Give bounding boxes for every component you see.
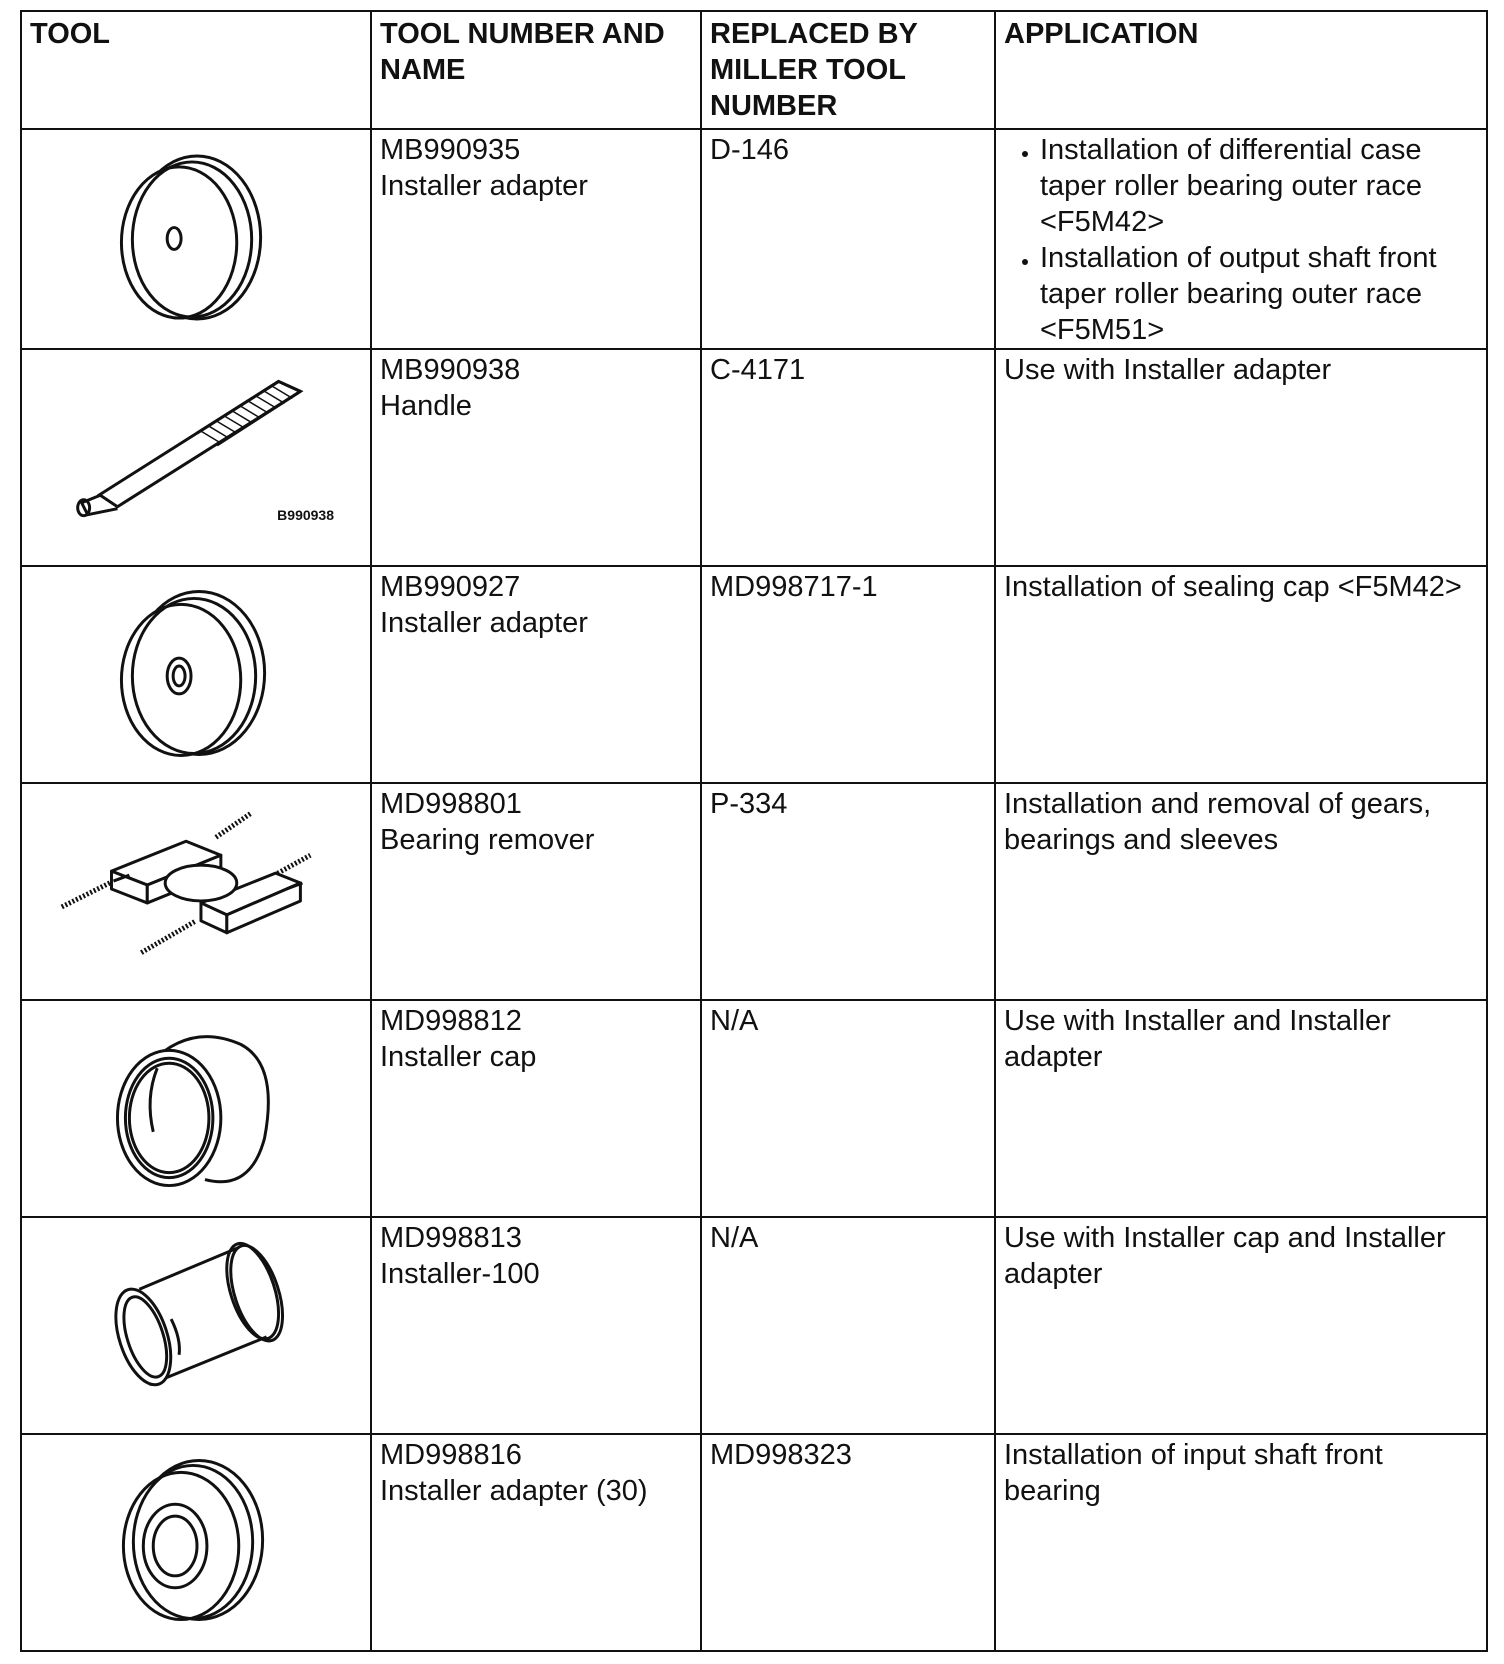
application-item: • Installation of output shaft front taper roller bearing outer race <F5M51>: [1040, 240, 1478, 348]
table-row: [21, 349, 1487, 566]
tool-number-name-cell: [371, 1434, 701, 1651]
tool-name: Bearing remover: [380, 824, 595, 856]
header-number-name: TOOL NUMBER AND NAME: [371, 11, 701, 129]
table-row: [21, 566, 1487, 783]
tool-name: Installer adapter: [380, 170, 588, 202]
disc-adapter-icon: [22, 567, 370, 782]
tool-image-cell: [21, 783, 371, 1000]
ring-adapter-icon: [22, 1435, 370, 1650]
header-application: APPLICATION: [995, 11, 1487, 129]
miller-number-cell: N/A: [701, 1217, 995, 1434]
tool-image-label: B990938: [277, 507, 334, 523]
application-cell: Installation of input shaft front bearing: [995, 1434, 1487, 1651]
tool-number-name-cell: [371, 1217, 701, 1434]
miller-number-cell: D-146: [701, 129, 995, 349]
application-cell: [995, 129, 1487, 349]
miller-number-cell: C-4171: [701, 349, 995, 566]
table-row: [21, 129, 1487, 349]
header-miller: REPLACED BY MILLER TOOL NUMBER: [701, 11, 995, 129]
installer-sleeve-icon: [22, 1218, 370, 1433]
tool-name: Installer adapter (30): [380, 1475, 648, 1507]
tool-number-name-cell: [371, 129, 701, 349]
tool-number: MD998816: [380, 1439, 522, 1471]
tool-number: MB990927: [380, 571, 521, 603]
tool-number: MD998801: [380, 788, 522, 820]
table-row: [21, 1434, 1487, 1651]
tool-image-cell: [21, 1217, 371, 1434]
header-tool: TOOL: [21, 11, 371, 129]
tool-name: Installer cap: [380, 1041, 537, 1073]
application-cell: Use with Installer and Installer adapter: [995, 1000, 1487, 1217]
special-tools-table: [20, 10, 1488, 1652]
application-list: [1004, 132, 1478, 348]
tool-number: MD998812: [380, 1005, 522, 1037]
table-row: [21, 1000, 1487, 1217]
tool-name: Handle: [380, 390, 472, 422]
tool-image-cell: [21, 129, 371, 349]
table-row: [21, 783, 1487, 1000]
tool-image-cell: [21, 1434, 371, 1651]
application-cell: Installation of sealing cap <F5M42>: [995, 566, 1487, 783]
tool-number: MD998813: [380, 1222, 522, 1254]
tool-image-cell: [21, 1000, 371, 1217]
page: [20, 10, 1486, 1652]
bearing-remover-icon: [22, 784, 370, 999]
installer-cap-icon: [22, 1001, 370, 1216]
disc-adapter-icon: [22, 130, 370, 348]
tool-number-name-cell: [371, 349, 701, 566]
tool-number-name-cell: [371, 1000, 701, 1217]
header-row: [21, 11, 1487, 129]
miller-number-cell: N/A: [701, 1000, 995, 1217]
tool-image-cell: [21, 349, 371, 566]
application-cell: Use with Installer adapter: [995, 349, 1487, 566]
tool-number-name-cell: [371, 566, 701, 783]
miller-number-cell: P-334: [701, 783, 995, 1000]
tool-number: MB990935: [380, 134, 521, 166]
tool-number: MB990938: [380, 354, 521, 386]
tool-number-name-cell: [371, 783, 701, 1000]
application-cell: Installation and removal of gears, bearings and sleeves: [995, 783, 1487, 1000]
miller-number-cell: MD998323: [701, 1434, 995, 1651]
miller-number-cell: MD998717-1: [701, 566, 995, 783]
application-item: • Installation of differential case taper roller bearing outer race <F5M42>: [1040, 132, 1478, 240]
tool-name: Installer-100: [380, 1258, 540, 1290]
tool-name: Installer adapter: [380, 607, 588, 639]
application-cell: Use with Installer cap and Installer adapter: [995, 1217, 1487, 1434]
tool-image-cell: [21, 566, 371, 783]
table-row: [21, 1217, 1487, 1434]
